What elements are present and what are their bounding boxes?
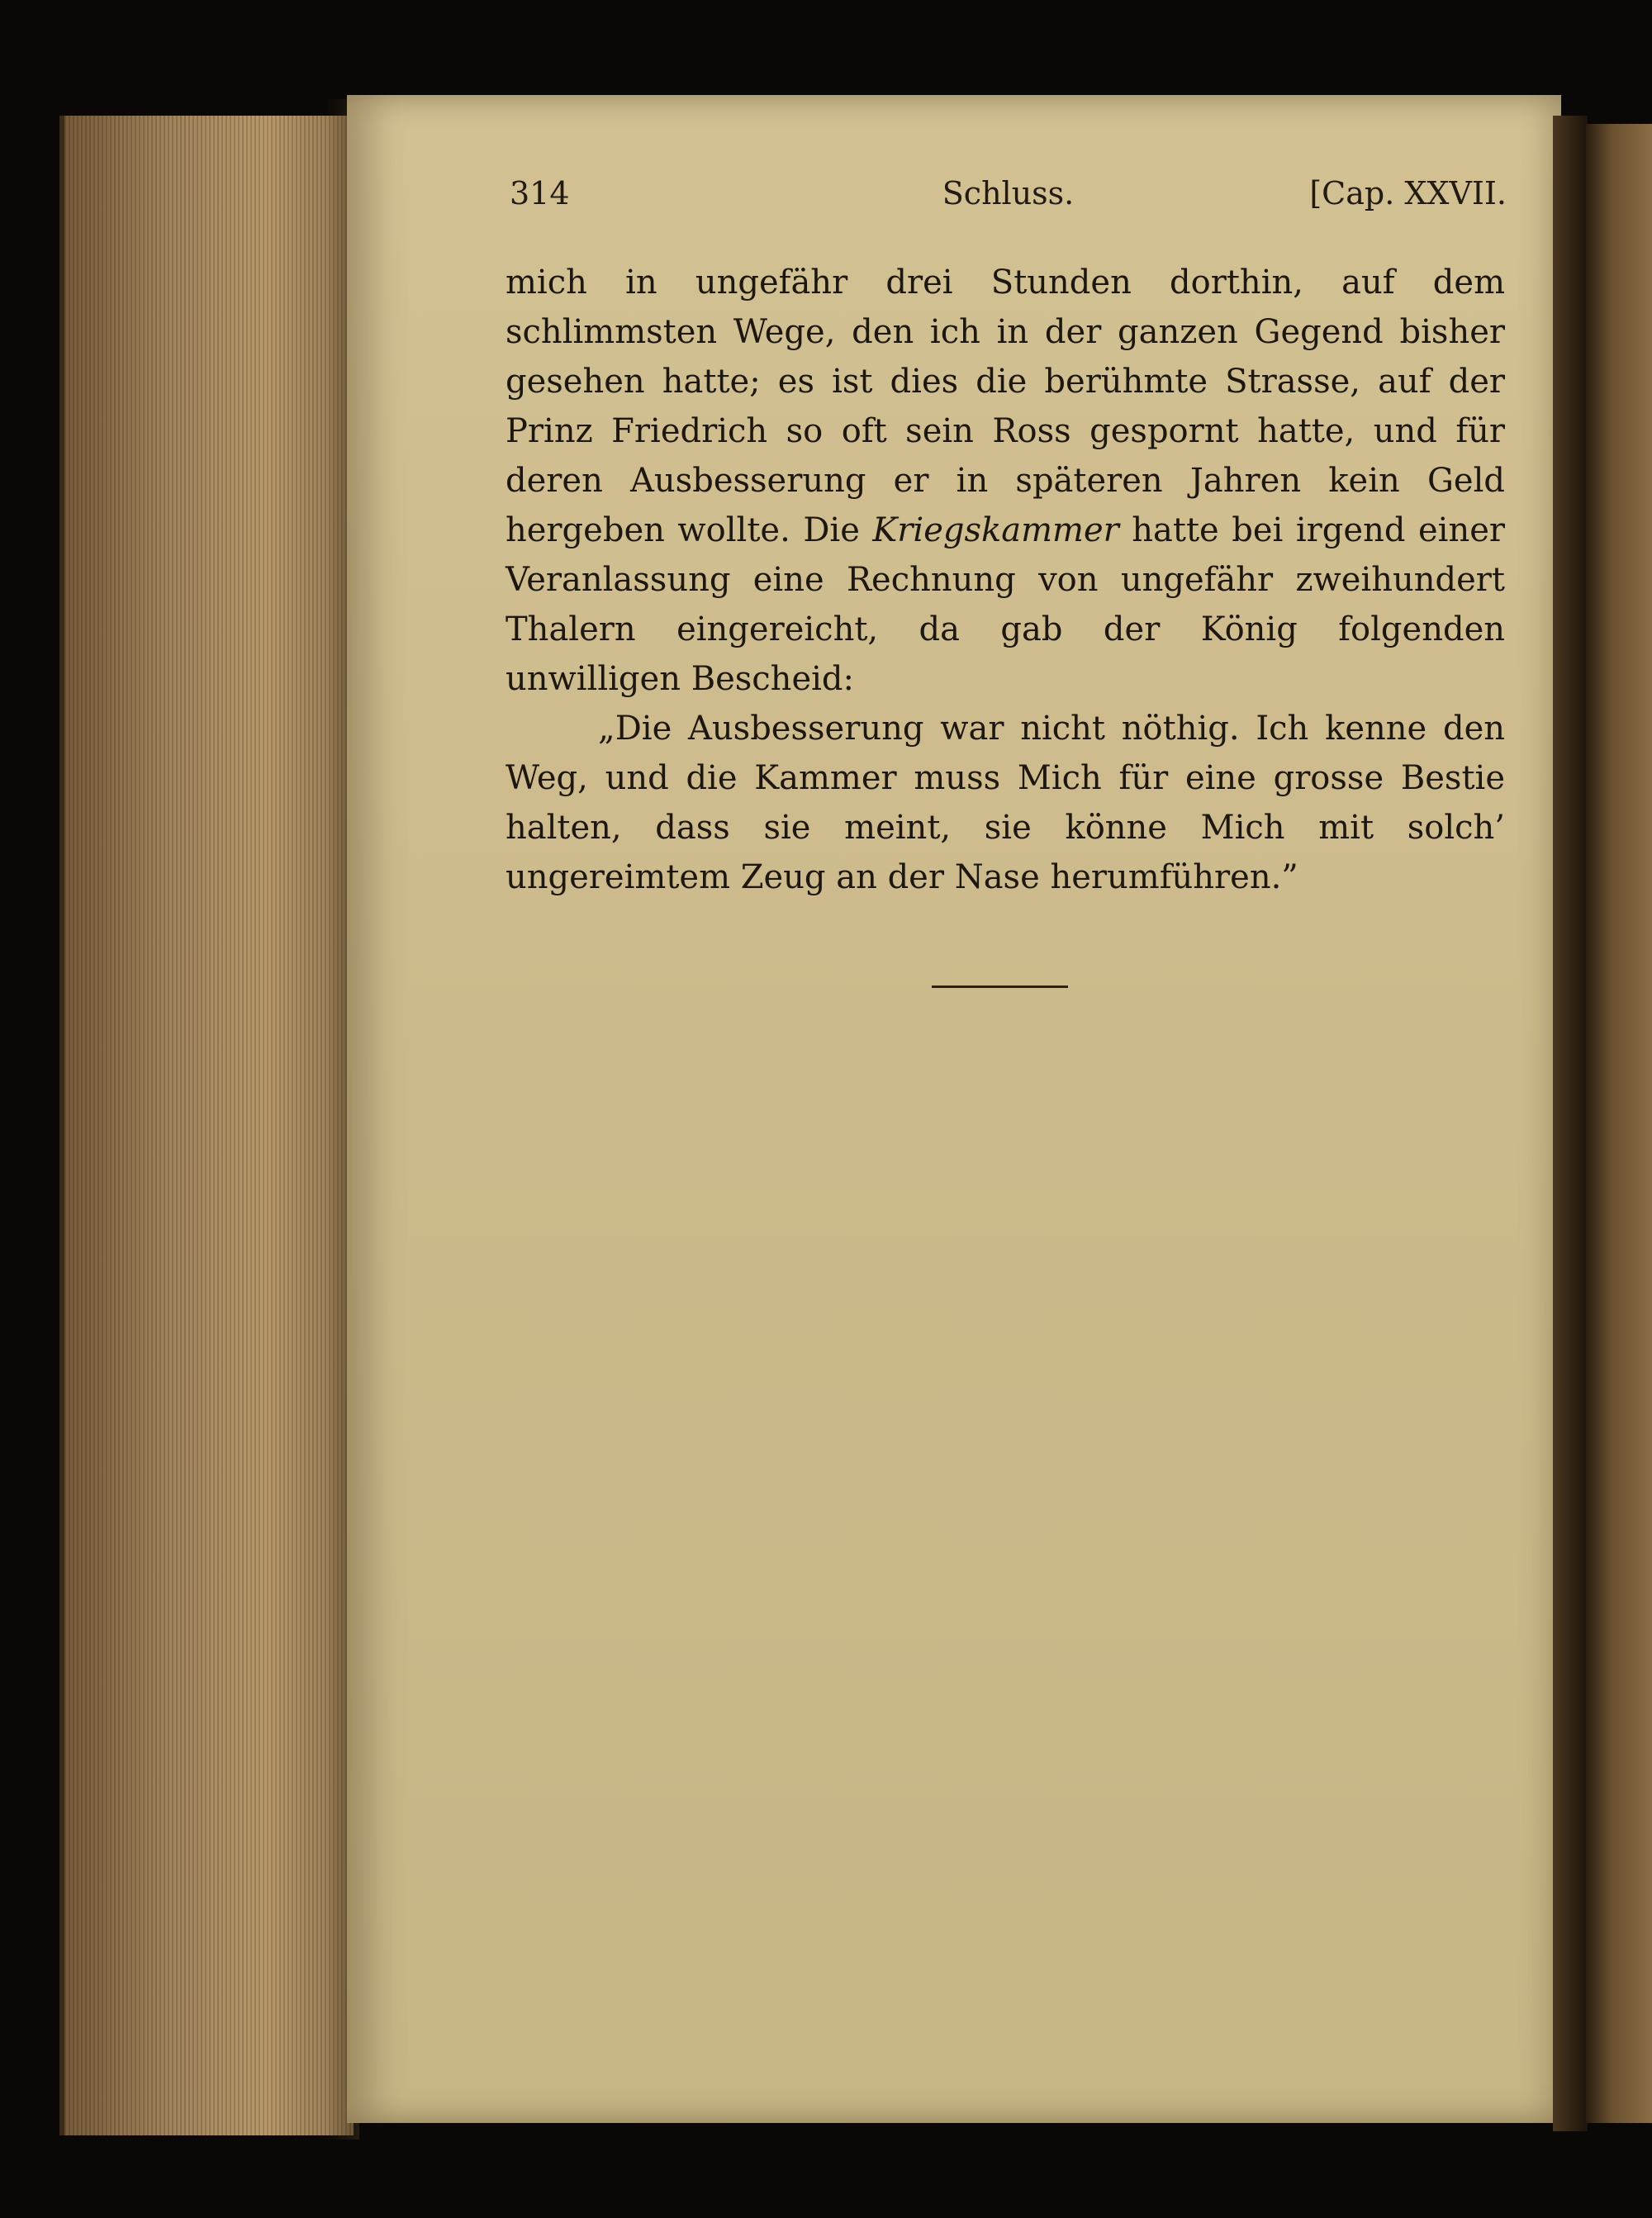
paragraph: [506, 258, 1505, 704]
quote-paragraph: „Die Ausbesserung war nicht nöthig. Ich kenne den Weg, und die Kammer muss Mich für eine grosse Bestie halten, dass sie meint, sie könne Mich mit solch’ ungereimtem Zeug an der Nase herumführen.”: [506, 710, 1505, 896]
paragraph-text: hatte bei irgend einer Veranlassung eine Rechnung von ungefähr zweihundert Thalern eingereicht, da gab der König folgenden unwilligen Bescheid:: [506, 511, 1505, 698]
book-fore-edge: [59, 116, 354, 2135]
section-end-rule: [932, 986, 1068, 988]
running-header: [510, 175, 1507, 225]
emphasized-term: Kriegskammer: [872, 511, 1119, 549]
chapter-label: [Cap. XXVII.: [1309, 175, 1507, 211]
page-number: 314: [510, 175, 570, 211]
running-title: Schluss.: [942, 175, 1075, 211]
page-body: [506, 258, 1505, 902]
facing-page-edge: [1586, 124, 1652, 2123]
paragraph-text: mich in ungefähr drei Stunden dorthin, auf dem schlimmsten Wege, den ich in der ganzen Gegend bisher gesehen hatte; es ist dies die berühmte Strasse, auf der Prinz Friedrich so oft sein Ross gespornt hatte, und für deren Ausbesserung er in späteren Jahren kein Geld hergeben wollte. Die: [506, 264, 1505, 549]
book-gutter: [1553, 116, 1588, 2131]
